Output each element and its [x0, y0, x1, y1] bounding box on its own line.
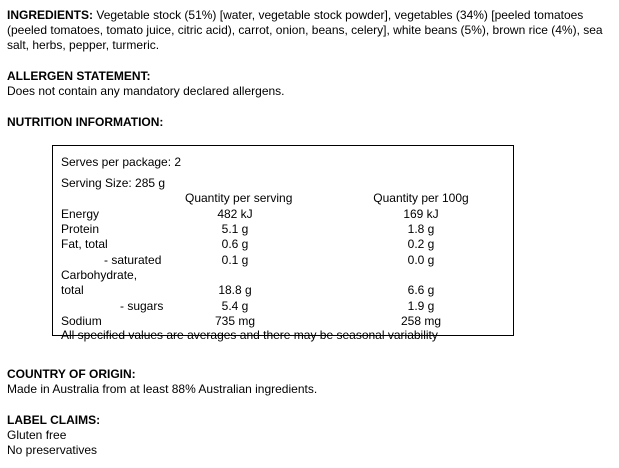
nutrition-footnote: All specified values are averages and there may be seasonal variability	[61, 328, 438, 342]
nutrition-panel	[52, 145, 514, 342]
row-label: Fat, total	[61, 237, 108, 251]
allergen-section	[7, 69, 285, 99]
row-per100-value: 0.2 g	[407, 237, 435, 251]
row-per100-value: 6.6 g	[407, 283, 435, 297]
claim-item: Gluten free	[7, 428, 67, 442]
row-label: total	[61, 283, 84, 297]
row-label: - sugars	[120, 299, 164, 313]
row-per100-value: 258 mg	[400, 314, 442, 328]
label-claims-section	[7, 413, 100, 458]
country-of-origin-section	[7, 367, 317, 397]
row-serving-value: 5.1 g	[221, 222, 249, 236]
country-text: Made in Australia from at least 88% Australian ingredients.	[7, 382, 318, 396]
country-title: COUNTRY OF ORIGIN:	[7, 367, 136, 381]
row-label: - saturated	[104, 253, 162, 267]
row-serving-value: 0.1 g	[221, 253, 249, 267]
claims-title: LABEL CLAIMS:	[7, 413, 101, 427]
row-serving-value: 5.4 g	[221, 299, 249, 313]
col-header-per-serving: Quantity per serving	[185, 191, 293, 205]
row-per100-value: 169 kJ	[403, 207, 439, 221]
serves-per-package: Serves per package: 2	[61, 155, 182, 169]
ingredients-text: Vegetable stock (51%) [water, vegetable stock powder], vegetables (34%) [peeled tomatoes (peeled tomatoes, tomato juice, citric acid), carrot, onion, beans, celery], white beans (5%), brown rice (4%), sea salt, herbs, pepper, turmeric.	[7, 8, 603, 52]
ingredients-label: INGREDIENTS:	[7, 8, 94, 22]
row-per100-value: 0.0 g	[407, 253, 435, 267]
allergen-text: Does not contain any mandatory declared allergens.	[7, 84, 285, 98]
row-label: Protein	[61, 222, 100, 236]
row-serving-value: 735 mg	[214, 314, 256, 328]
row-label: Energy	[61, 207, 100, 221]
allergen-title: ALLERGEN STATEMENT:	[7, 69, 151, 83]
col-header-per-100g: Quantity per 100g	[373, 191, 469, 205]
row-serving-value: 482 kJ	[217, 207, 253, 221]
ingredients-paragraph	[7, 8, 611, 53]
row-serving-value: 18.8 g	[218, 283, 252, 297]
row-per100-value: 1.9 g	[407, 299, 435, 313]
row-label: Carbohydrate,	[61, 268, 138, 282]
nutrition-title: NUTRITION INFORMATION:	[7, 115, 164, 129]
row-serving-value: 0.6 g	[221, 237, 249, 251]
serving-size: Serving Size: 285 g	[61, 176, 166, 190]
claim-item: No preservatives	[7, 443, 98, 457]
row-per100-value: 1.8 g	[407, 222, 435, 236]
row-label: Sodium	[61, 314, 102, 328]
